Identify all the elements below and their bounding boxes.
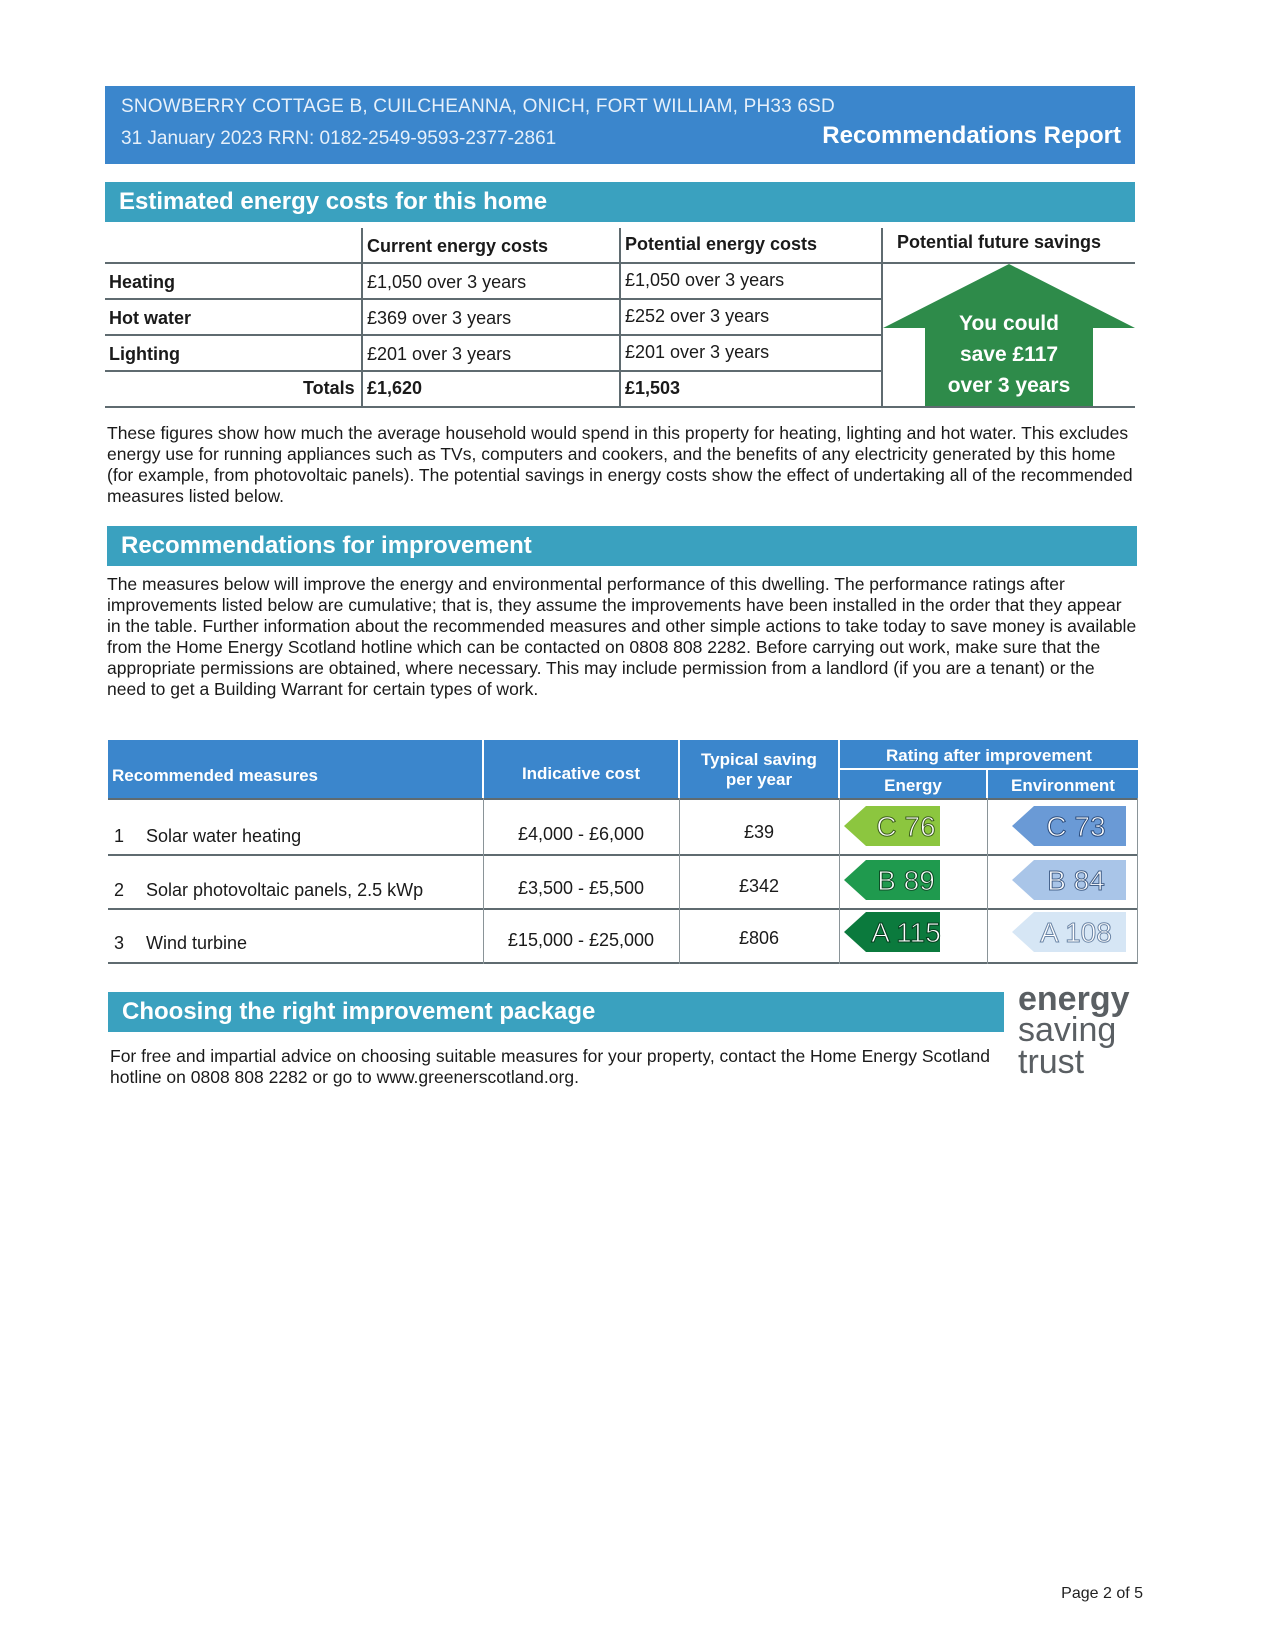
row-1-number: 1: [114, 826, 125, 846]
rating-badges: [844, 806, 1134, 958]
row-label-heating: Heating: [109, 272, 176, 292]
hot-water-current: £369 over 3 years: [367, 308, 512, 328]
savings-line-1: You could: [959, 312, 1059, 335]
totals-potential: £1,503: [625, 378, 681, 398]
savings-text: [883, 308, 1135, 401]
table-line: [105, 370, 883, 372]
savings-arrow: [883, 264, 1135, 408]
row-3-number: 3: [114, 933, 125, 953]
header-saving-label: Typical saving per year: [701, 750, 817, 789]
report-header: [105, 86, 1135, 164]
header-rating: [840, 740, 1138, 768]
costs-note: These figures show how much the average household would spend in this property for heating, lighting and hot water. This excludes energy use for running appliances such as TVs, computers and cookers, and the benefits of any electricity generated by this home (for example, from photovoltaic panels). The potential savings in energy costs show the effect of undertaking all of the recommended measures listed below.: [107, 423, 1133, 506]
col-header-savings: Potential future savings: [897, 232, 1102, 252]
row-label-hot-water: Hot water: [109, 308, 192, 328]
row-3-measure: Wind turbine: [146, 933, 248, 953]
table-line: [108, 798, 1138, 800]
date-rrn: 31 January 2023 RRN: 0182-2549-9593-2377-2861: [121, 128, 557, 149]
totals-label: Totals: [303, 378, 355, 398]
energy-rating-2: B 89: [877, 865, 935, 896]
property-address: SNOWBERRY COTTAGE B, CUILCHEANNA, ONICH, FORT WILLIAM, PH33 6SD: [121, 96, 835, 117]
table-line: [361, 228, 363, 408]
savings-line-3: over 3 years: [947, 374, 1071, 397]
table-line: [108, 962, 1138, 964]
recommendations-table: [108, 740, 1138, 966]
row-2-measure: Solar photovoltaic panels, 2.5 kWp: [146, 880, 424, 900]
recommendations-intro: The measures below will improve the energy and environmental performance of this dwelling. The performance ratings after improvements listed below are cumulative; that is, they assume the improvements have been installed in the order that they appear in the table. Further information about the recommended measures and other simple actions to take today to save money is available from the Home Energy Scotland hotline which can be contacted on 0808 808 2282. Before carrying out work, make sure that the appropriate permissions are obtained, where necessary. This may include permission from a landlord (if you are a tenant) or the need to get a Building Warrant for certain types of work.: [107, 574, 1137, 699]
row-label-lighting: Lighting: [109, 344, 180, 364]
heating-current: £1,050 over 3 years: [367, 272, 527, 292]
row-2-saving: £342: [738, 876, 780, 896]
energy-costs-table: [105, 228, 1135, 408]
table-line: [105, 298, 883, 300]
logo-line-1: energy: [1018, 980, 1130, 1018]
header-measures-label: Recommended measures: [112, 766, 318, 785]
table-line: [619, 228, 621, 408]
header-energy: [840, 770, 986, 798]
savings-line-2: save £117: [959, 343, 1059, 366]
totals-current: £1,620: [367, 378, 423, 398]
logo-line-2: saving: [1018, 1011, 1117, 1049]
row-1-measure: Solar water heating: [146, 826, 302, 846]
header-environment-label: Environment: [1011, 776, 1115, 795]
heating-potential: £1,050 over 3 years: [625, 270, 785, 290]
row-1-saving: £39: [743, 822, 775, 842]
row-1-cost: £4,000 - £6,000: [517, 824, 645, 844]
header-rating-label: Rating after improvement: [886, 746, 1092, 765]
lighting-current: £201 over 3 years: [367, 344, 512, 364]
row-3-saving: £806: [738, 928, 780, 948]
energy-saving-trust-logo: [1018, 980, 1138, 1081]
package-section-title: Choosing the right improvement package: [108, 992, 1004, 1032]
col-header-potential: Potential energy costs: [625, 234, 818, 254]
package-text: For free and impartial advice on choosing suitable measures for your property, contact the Home Energy Scotland hotline on 0808 808 2282 or go to www.greenerscotland.org.: [110, 1046, 990, 1087]
lighting-potential: £201 over 3 years: [625, 342, 770, 362]
row-2-number: 2: [114, 880, 125, 900]
table-line: [1137, 798, 1138, 964]
recommendations-section-title: Recommendations for improvement: [107, 526, 1137, 566]
table-line: [839, 798, 840, 964]
energy-rating-1: C 76: [876, 811, 936, 842]
costs-section-title: Estimated energy costs for this home: [105, 182, 1135, 222]
header-cost-label: Indicative cost: [521, 764, 641, 783]
row-3-cost: £15,000 - £25,000: [507, 930, 655, 950]
environment-rating-3: A 108: [1040, 917, 1112, 948]
col-header-current: Current energy costs: [367, 236, 549, 256]
header-environment: [988, 770, 1138, 798]
page-number: Page 2 of 5: [1061, 1585, 1143, 1602]
header-energy-label: Energy: [884, 776, 942, 795]
header-cost: [484, 740, 678, 798]
header-measures: [108, 740, 482, 798]
header-saving: [680, 740, 838, 798]
logo-line-3: trust: [1018, 1043, 1085, 1081]
table-line: [105, 262, 883, 264]
row-2-cost: £3,500 - £5,500: [517, 878, 645, 898]
energy-rating-3: A 115: [871, 917, 941, 948]
hot-water-potential: £252 over 3 years: [625, 306, 770, 326]
environment-rating-2: B 84: [1047, 865, 1105, 896]
environment-rating-1: C 73: [1046, 811, 1106, 842]
report-title: Recommendations Report: [822, 122, 1121, 149]
table-line: [105, 334, 883, 336]
